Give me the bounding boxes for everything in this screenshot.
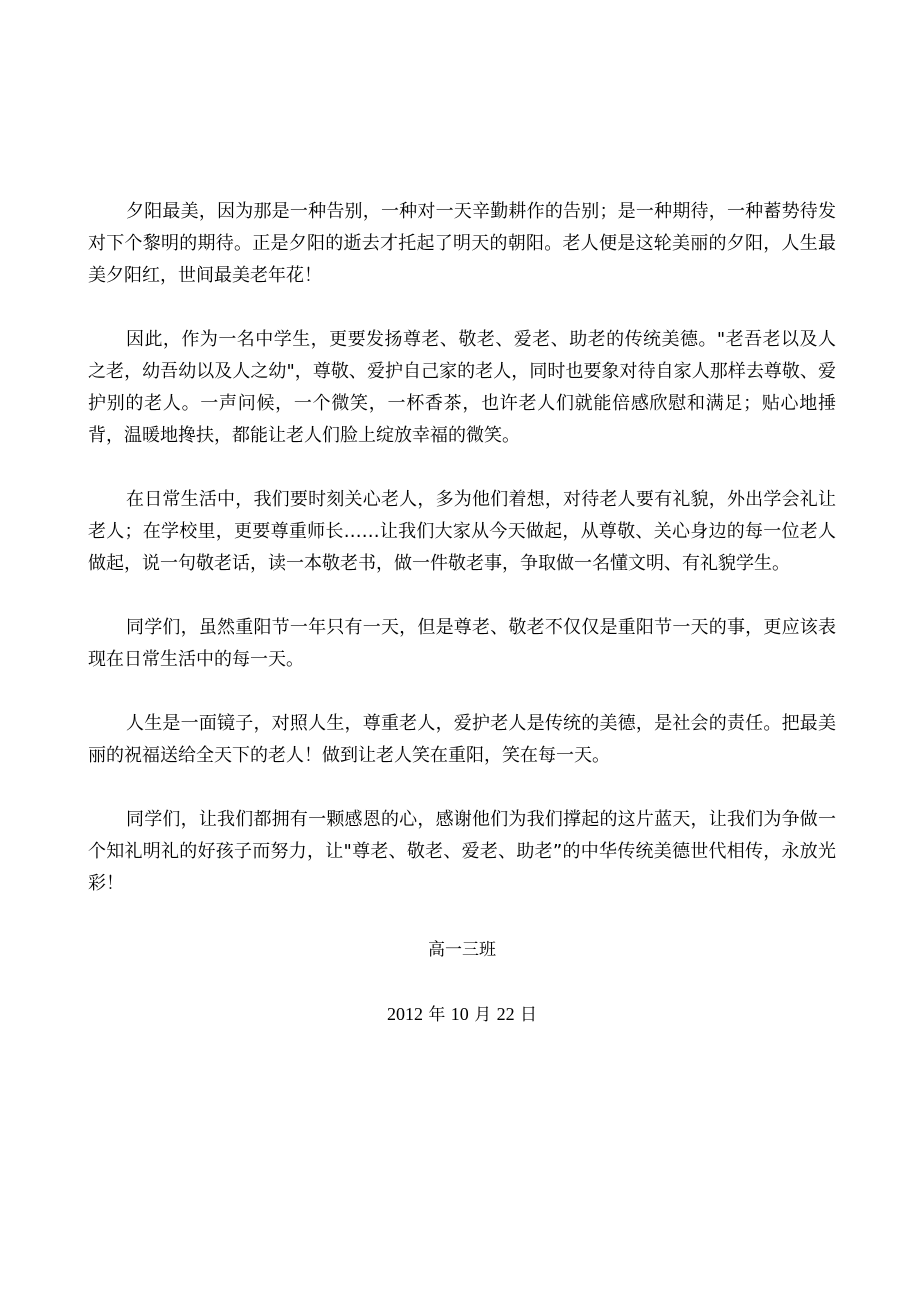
class-signoff: 高一三班 [428, 940, 496, 960]
date-month-unit: 月 [474, 1005, 492, 1025]
date-day: 22 [496, 1004, 515, 1024]
paragraph-sunset: 夕阳最美，因为那是一种告别，一种对一天辛勤耕作的告别；是一种期待，一种蓄势待发对下个黎明的期待。正是夕阳的逝去才托起了明天的朝阳。老人便是这轮美丽的夕阳，人生最美夕阳红，世间最美老年花！ [88, 201, 836, 286]
paragraph-respect-elders: 因此，作为一名中学生，更要发扬尊老、敬老、爱老、助老的传统美德。"老吾老以及人之老，幼吾幼以及人之幼"，尊敬、爱护自己家的老人，同时也要象对待自家人那样去尊敬、爱护别的老人。一声问候，一个微笑，一杯香茶，也许老人们就能倍感欣慰和满足；贴心地捶背，温暖地搀扶，都能让老人们脸上绽放幸福的微笑。 [88, 329, 836, 446]
date-month: 10 [450, 1004, 469, 1024]
paragraph-daily-life: 在日常生活中，我们要时刻关心老人，多为他们着想，对待老人要有礼貌，外出学会礼让老人；在学校里，更要尊重师长……让我们大家从今天做起，从尊敬、关心身边的每一位老人做起，说一句敬老话，读一本敬老书，做一件敬老事，争取做一名懂文明、有礼貌学生。 [88, 489, 836, 574]
date-day-unit: 日 [520, 1005, 538, 1025]
paragraph-gratitude: 同学们，让我们都拥有一颗感恩的心，感谢他们为我们撑起的这片蓝天，让我们为争做一个知礼明礼的好孩子而努力，让"尊老、敬老、爱老、助老”的中华传统美德世代相传，永放光彩！ [88, 809, 836, 894]
date-line [88, 998, 836, 1031]
paragraph-chongyang: 同学们，虽然重阳节一年只有一天，但是尊老、敬老不仅仅是重阳节一天的事，更应该表现在日常生活中的每一天。 [88, 617, 836, 670]
date-year: 2012 [386, 1004, 423, 1024]
date-year-unit: 年 [428, 1005, 446, 1025]
document-page [88, 196, 836, 1031]
paragraph-mirror: 人生是一面镜子，对照人生，尊重老人，爱护老人是传统的美德，是社会的责任。把最美丽的祝福送给全天下的老人！做到让老人笑在重阳，笑在每一天。 [88, 713, 836, 766]
